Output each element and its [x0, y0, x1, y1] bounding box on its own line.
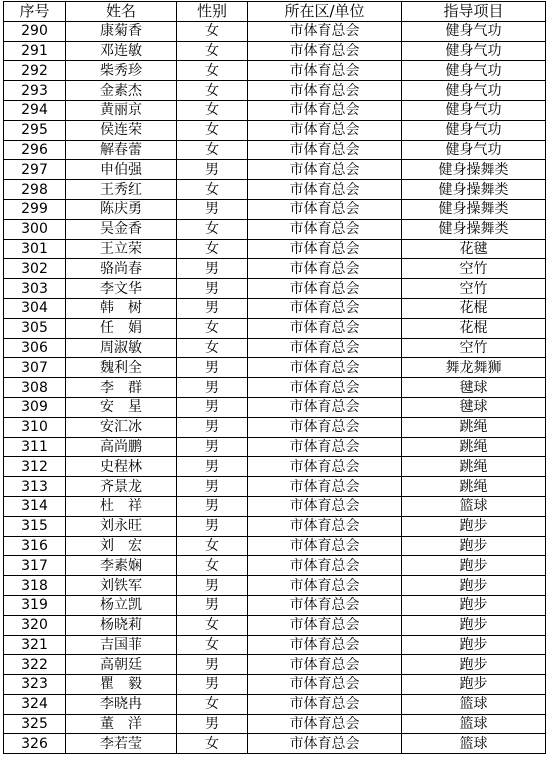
- cell-name: 申伯强: [66, 160, 177, 180]
- cell-number: 293: [4, 81, 66, 101]
- cell-gender: 男: [177, 397, 248, 417]
- cell-name: 王立荣: [66, 239, 177, 259]
- cell-number: 298: [4, 180, 66, 200]
- cell-name: 高朝廷: [66, 655, 177, 675]
- table-row: [4, 279, 546, 299]
- cell-unit: 市体育总会: [248, 437, 402, 457]
- cell-project: 空竹: [402, 259, 546, 279]
- cell-gender: 男: [177, 417, 248, 437]
- cell-name: 骆尚春: [66, 259, 177, 279]
- cell-name: 邓连敏: [66, 41, 177, 61]
- cell-unit: 市体育总会: [248, 21, 402, 41]
- cell-name: 周淑敏: [66, 338, 177, 358]
- cell-unit: 市体育总会: [248, 694, 402, 714]
- table-row: [4, 21, 546, 41]
- cell-number: 303: [4, 279, 66, 299]
- cell-gender: 男: [177, 358, 248, 378]
- cell-unit: 市体育总会: [248, 279, 402, 299]
- table-row: [4, 318, 546, 338]
- cell-gender: 女: [177, 635, 248, 655]
- cell-number: 312: [4, 457, 66, 477]
- cell-project: 花棍: [402, 298, 546, 318]
- table-row: [4, 61, 546, 81]
- table-row: [4, 239, 546, 259]
- cell-unit: 市体育总会: [248, 219, 402, 239]
- cell-name: 齐景龙: [66, 477, 177, 497]
- cell-unit: 市体育总会: [248, 378, 402, 398]
- cell-name: 刘永旺: [66, 516, 177, 536]
- cell-project: 健身气功: [402, 140, 546, 160]
- cell-gender: 女: [177, 318, 248, 338]
- cell-number: 301: [4, 239, 66, 259]
- cell-number: 292: [4, 61, 66, 81]
- cell-unit: 市体育总会: [248, 120, 402, 140]
- cell-number: 314: [4, 496, 66, 516]
- cell-number: 297: [4, 160, 66, 180]
- cell-name: 任 娟: [66, 318, 177, 338]
- header-gender: 性别: [177, 2, 248, 22]
- header-project: 指导项目: [402, 2, 546, 22]
- table-row: [4, 457, 546, 477]
- cell-gender: 女: [177, 21, 248, 41]
- cell-project: 跑步: [402, 595, 546, 615]
- cell-gender: 女: [177, 100, 248, 120]
- table-row: [4, 536, 546, 556]
- table-row: [4, 516, 546, 536]
- cell-unit: 市体育总会: [248, 338, 402, 358]
- table-row: [4, 199, 546, 219]
- cell-number: 294: [4, 100, 66, 120]
- cell-unit: 市体育总会: [248, 140, 402, 160]
- cell-number: 320: [4, 615, 66, 635]
- cell-unit: 市体育总会: [248, 576, 402, 596]
- cell-project: 健身气功: [402, 41, 546, 61]
- cell-project: 毽球: [402, 378, 546, 398]
- cell-number: 319: [4, 595, 66, 615]
- cell-unit: 市体育总会: [248, 100, 402, 120]
- cell-project: 跑步: [402, 675, 546, 695]
- cell-unit: 市体育总会: [248, 635, 402, 655]
- cell-unit: 市体育总会: [248, 259, 402, 279]
- cell-name: 金素杰: [66, 81, 177, 101]
- cell-gender: 男: [177, 516, 248, 536]
- cell-number: 306: [4, 338, 66, 358]
- cell-name: 李晓冉: [66, 694, 177, 714]
- cell-gender: 女: [177, 338, 248, 358]
- cell-gender: 男: [177, 437, 248, 457]
- cell-name: 柴秀珍: [66, 61, 177, 81]
- table-row: [4, 81, 546, 101]
- cell-number: 311: [4, 437, 66, 457]
- table-row: [4, 477, 546, 497]
- cell-gender: 女: [177, 734, 248, 754]
- table-row: [4, 298, 546, 318]
- cell-project: 空竹: [402, 338, 546, 358]
- cell-gender: 女: [177, 61, 248, 81]
- cell-project: 跳绳: [402, 457, 546, 477]
- cell-number: 307: [4, 358, 66, 378]
- header-row: [4, 2, 546, 22]
- cell-project: 篮球: [402, 496, 546, 516]
- cell-gender: 男: [177, 199, 248, 219]
- cell-project: 跑步: [402, 516, 546, 536]
- cell-name: 刘铁军: [66, 576, 177, 596]
- cell-name: 李文华: [66, 279, 177, 299]
- cell-gender: 男: [177, 378, 248, 398]
- cell-gender: 男: [177, 298, 248, 318]
- header-unit: 所在区/单位: [248, 2, 402, 22]
- table-row: [4, 595, 546, 615]
- table-row: [4, 694, 546, 714]
- cell-number: 313: [4, 477, 66, 497]
- cell-gender: 男: [177, 160, 248, 180]
- cell-number: 299: [4, 199, 66, 219]
- cell-unit: 市体育总会: [248, 536, 402, 556]
- table-row: [4, 734, 546, 754]
- cell-project: 健身操舞类: [402, 180, 546, 200]
- cell-gender: 男: [177, 259, 248, 279]
- cell-gender: 男: [177, 496, 248, 516]
- table-row: [4, 358, 546, 378]
- cell-name: 刘 宏: [66, 536, 177, 556]
- cell-unit: 市体育总会: [248, 655, 402, 675]
- table-row: [4, 160, 546, 180]
- cell-gender: 女: [177, 41, 248, 61]
- cell-name: 史程林: [66, 457, 177, 477]
- cell-project: 花毽: [402, 239, 546, 259]
- cell-project: 舞龙舞狮: [402, 358, 546, 378]
- cell-unit: 市体育总会: [248, 516, 402, 536]
- cell-project: 健身气功: [402, 100, 546, 120]
- cell-name: 瞿 毅: [66, 675, 177, 695]
- cell-name: 吉国菲: [66, 635, 177, 655]
- cell-name: 黄丽京: [66, 100, 177, 120]
- cell-gender: 男: [177, 279, 248, 299]
- cell-gender: 男: [177, 576, 248, 596]
- cell-number: 321: [4, 635, 66, 655]
- cell-number: 302: [4, 259, 66, 279]
- cell-name: 李素娴: [66, 556, 177, 576]
- table-row: [4, 41, 546, 61]
- table-row: [4, 437, 546, 457]
- cell-gender: 女: [177, 180, 248, 200]
- table-row: [4, 556, 546, 576]
- cell-unit: 市体育总会: [248, 556, 402, 576]
- cell-gender: 女: [177, 219, 248, 239]
- instructor-table: [3, 1, 546, 754]
- cell-number: 317: [4, 556, 66, 576]
- cell-project: 篮球: [402, 694, 546, 714]
- cell-gender: 男: [177, 714, 248, 734]
- table-row: [4, 397, 546, 417]
- table-row: [4, 655, 546, 675]
- cell-project: 跑步: [402, 655, 546, 675]
- cell-project: 跑步: [402, 635, 546, 655]
- table-row: [4, 576, 546, 596]
- cell-unit: 市体育总会: [248, 41, 402, 61]
- cell-number: 323: [4, 675, 66, 695]
- cell-project: 健身气功: [402, 81, 546, 101]
- cell-number: 325: [4, 714, 66, 734]
- cell-unit: 市体育总会: [248, 417, 402, 437]
- cell-gender: 女: [177, 81, 248, 101]
- cell-name: 杜 祥: [66, 496, 177, 516]
- cell-name: 李若莹: [66, 734, 177, 754]
- cell-number: 305: [4, 318, 66, 338]
- table-row: [4, 259, 546, 279]
- table-row: [4, 100, 546, 120]
- cell-unit: 市体育总会: [248, 61, 402, 81]
- cell-number: 300: [4, 219, 66, 239]
- cell-gender: 男: [177, 675, 248, 695]
- cell-name: 安汇冰: [66, 417, 177, 437]
- cell-project: 跑步: [402, 576, 546, 596]
- cell-project: 花棍: [402, 318, 546, 338]
- table-row: [4, 338, 546, 358]
- table-row: [4, 140, 546, 160]
- cell-name: 李 群: [66, 378, 177, 398]
- cell-unit: 市体育总会: [248, 199, 402, 219]
- cell-project: 篮球: [402, 734, 546, 754]
- cell-unit: 市体育总会: [248, 397, 402, 417]
- cell-project: 篮球: [402, 714, 546, 734]
- cell-unit: 市体育总会: [248, 615, 402, 635]
- cell-project: 毽球: [402, 397, 546, 417]
- cell-number: 304: [4, 298, 66, 318]
- cell-project: 健身气功: [402, 21, 546, 41]
- cell-gender: 女: [177, 140, 248, 160]
- cell-project: 跑步: [402, 536, 546, 556]
- table-body: [4, 21, 546, 753]
- table-row: [4, 120, 546, 140]
- table-row: [4, 714, 546, 734]
- cell-number: 296: [4, 140, 66, 160]
- cell-unit: 市体育总会: [248, 298, 402, 318]
- cell-unit: 市体育总会: [248, 180, 402, 200]
- table-row: [4, 219, 546, 239]
- cell-number: 326: [4, 734, 66, 754]
- cell-gender: 女: [177, 239, 248, 259]
- cell-number: 290: [4, 21, 66, 41]
- cell-number: 322: [4, 655, 66, 675]
- cell-gender: 女: [177, 694, 248, 714]
- cell-name: 陈庆勇: [66, 199, 177, 219]
- table-row: [4, 378, 546, 398]
- cell-number: 316: [4, 536, 66, 556]
- table-row: [4, 496, 546, 516]
- cell-name: 杨立凯: [66, 595, 177, 615]
- cell-gender: 男: [177, 457, 248, 477]
- cell-number: 318: [4, 576, 66, 596]
- cell-project: 健身操舞类: [402, 219, 546, 239]
- cell-number: 310: [4, 417, 66, 437]
- cell-project: 健身气功: [402, 120, 546, 140]
- cell-name: 魏利全: [66, 358, 177, 378]
- cell-project: 跑步: [402, 556, 546, 576]
- cell-name: 康菊香: [66, 21, 177, 41]
- cell-project: 健身气功: [402, 61, 546, 81]
- header-name: 姓名: [66, 2, 177, 22]
- cell-number: 308: [4, 378, 66, 398]
- cell-project: 跳绳: [402, 437, 546, 457]
- cell-gender: 男: [177, 595, 248, 615]
- cell-name: 韩 树: [66, 298, 177, 318]
- cell-project: 空竹: [402, 279, 546, 299]
- cell-name: 解春蕾: [66, 140, 177, 160]
- cell-unit: 市体育总会: [248, 595, 402, 615]
- cell-project: 健身操舞类: [402, 160, 546, 180]
- cell-unit: 市体育总会: [248, 81, 402, 101]
- cell-project: 跳绳: [402, 417, 546, 437]
- cell-gender: 女: [177, 120, 248, 140]
- cell-name: 侯连荣: [66, 120, 177, 140]
- header-number: 序号: [4, 2, 66, 22]
- cell-unit: 市体育总会: [248, 160, 402, 180]
- cell-name: 吴金香: [66, 219, 177, 239]
- cell-name: 安 星: [66, 397, 177, 417]
- cell-gender: 男: [177, 477, 248, 497]
- cell-unit: 市体育总会: [248, 496, 402, 516]
- cell-number: 309: [4, 397, 66, 417]
- cell-unit: 市体育总会: [248, 477, 402, 497]
- cell-number: 291: [4, 41, 66, 61]
- table-row: [4, 615, 546, 635]
- cell-gender: 男: [177, 655, 248, 675]
- cell-unit: 市体育总会: [248, 734, 402, 754]
- cell-project: 跳绳: [402, 477, 546, 497]
- cell-gender: 女: [177, 556, 248, 576]
- cell-unit: 市体育总会: [248, 457, 402, 477]
- cell-unit: 市体育总会: [248, 714, 402, 734]
- cell-unit: 市体育总会: [248, 318, 402, 338]
- cell-gender: 女: [177, 536, 248, 556]
- cell-name: 高尚鹏: [66, 437, 177, 457]
- cell-name: 王秀红: [66, 180, 177, 200]
- cell-project: 跑步: [402, 615, 546, 635]
- cell-unit: 市体育总会: [248, 239, 402, 259]
- cell-project: 健身操舞类: [402, 199, 546, 219]
- table-row: [4, 180, 546, 200]
- cell-gender: 女: [177, 615, 248, 635]
- cell-unit: 市体育总会: [248, 358, 402, 378]
- cell-number: 315: [4, 516, 66, 536]
- cell-name: 杨晓莉: [66, 615, 177, 635]
- cell-number: 295: [4, 120, 66, 140]
- cell-unit: 市体育总会: [248, 675, 402, 695]
- cell-number: 324: [4, 694, 66, 714]
- table-row: [4, 635, 546, 655]
- cell-name: 董 洋: [66, 714, 177, 734]
- table-row: [4, 675, 546, 695]
- table-row: [4, 417, 546, 437]
